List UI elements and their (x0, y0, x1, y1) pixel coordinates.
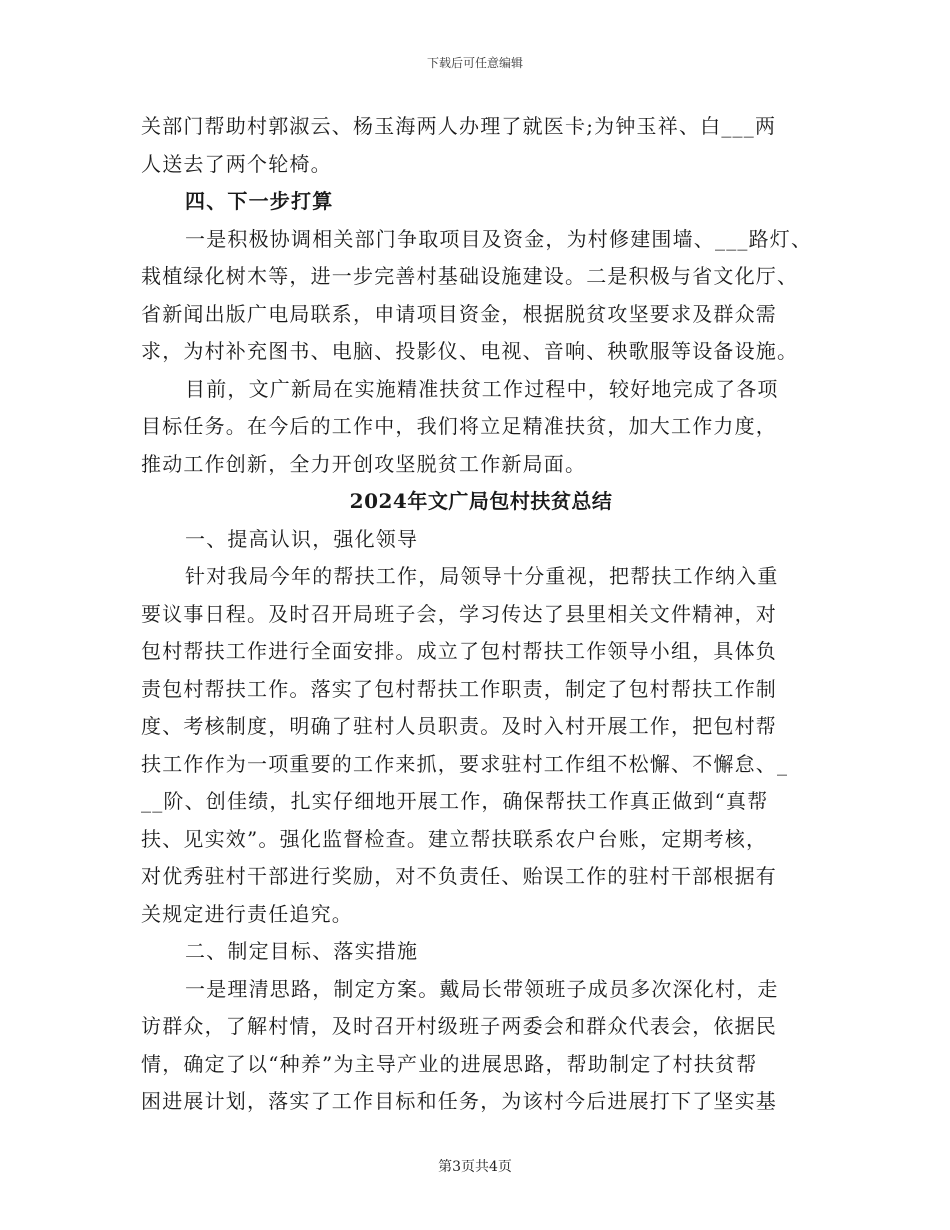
paragraph-line: 一是理清思路，制定方案。戴局长带领班子成员多次深化村，走 (185, 976, 779, 1001)
paragraph-line: 要议事日程。及时召开局班子会，学习传达了县里相关文件精神，对 (141, 601, 777, 626)
paragraph-line: 省新闻出版广电局联系，申请项目资金，根据脱贫攻坚要求及群众需 (141, 301, 777, 326)
paragraph-line: 人送去了两个轮椅。 (141, 151, 332, 176)
paragraph-line: 目前，文广新局在实施精准扶贫工作过程中，较好地完成了各项 (185, 376, 779, 401)
paragraph-line: 情，确定了以“种养”为主导产业的进展思路，帮助制定了村扶贫帮 (141, 1051, 758, 1076)
document-body (141, 108, 821, 1121)
paragraph-line: 关部门帮助村郭淑云、杨玉海两人办理了就医卡;为钟玉祥、白___两 (141, 114, 777, 138)
paragraph-line: 度、考核制度，明确了驻村人员职责。及时入村开展工作，把包村帮 (141, 714, 777, 738)
paragraph-line: 访群众，了解村情，及时召开村级班子两委会和群众代表会，依据民 (141, 1014, 777, 1038)
paragraph-line: 责包村帮扶工作。落实了包村帮扶工作职责，制定了包村帮扶工作制 (141, 676, 777, 701)
section-heading: 二、制定目标、落实措施 (185, 939, 419, 963)
paragraph-line: 目标任务。在今后的工作中，我们将立足精准扶贫，加大工作力度， (141, 414, 777, 438)
paragraph-line: 扶、见实效”。强化监督检查。建立帮扶联系农户台账，定期考核， (141, 826, 768, 851)
paragraph-line: 关规定进行责任追究。 (141, 901, 353, 926)
page-footer: 第3页共4页 (438, 1159, 512, 1175)
paragraph-line: 困进展计划，落实了工作目标和任务，为该村今后进展打下了坚实基 (141, 1089, 777, 1113)
paragraph-line: __阶、创佳绩，扎实仔细地开展工作，确保帮扶工作真正做到“真帮 (141, 789, 769, 813)
paragraph-line: 扶工作作为一项重要的工作来抓，要求驻村工作组不松懈、不懈怠、_ (141, 751, 789, 776)
paragraph-line: 栽植绿化树木等，进一步完善村基础设施建设。二是积极与省文化厅、 (141, 264, 799, 288)
paragraph-line: 推动工作创新，全力开创攻坚脱贫工作新局面。 (141, 451, 587, 476)
section-heading: 四、下一步打算 (185, 189, 334, 213)
paragraph-line: 求，为村补充图书、电脑、投影仪、电视、音响、秧歌服等设备设施。 (141, 339, 799, 363)
paragraph-line: 针对我局今年的帮扶工作，局领导十分重视，把帮扶工作纳入重 (185, 564, 779, 588)
section-heading: 一、提高认识，强化领导 (185, 526, 419, 551)
page-header: 下载后可任意编辑 (426, 56, 523, 70)
paragraph-line: 一是积极协调相关部门争取项目及资金，为村修建围墙、___路灯、 (185, 226, 813, 251)
paragraph-line: 包村帮扶工作进行全面安排。成立了包村帮扶工作领导小组，具体负 (141, 639, 777, 663)
paragraph-line: 对优秀驻村干部进行奖励，对不负责任、贻误工作的驻村干部根据有 (141, 864, 777, 888)
document-title: 2024年文广局包村扶贫总结 (349, 489, 613, 513)
